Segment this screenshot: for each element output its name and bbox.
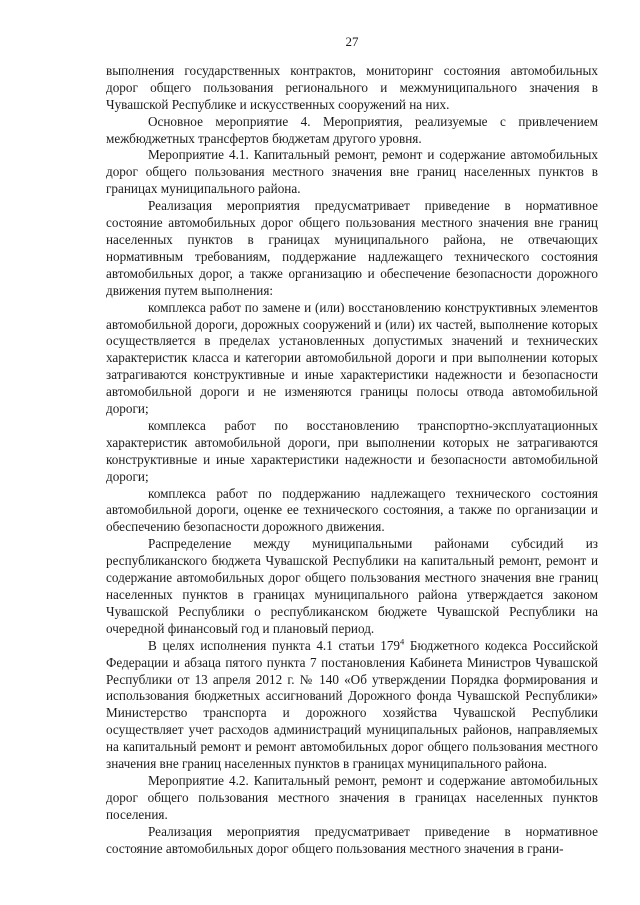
budget-code-text-before: В целях исполнения пункта 4.1 статьи 179 bbox=[148, 637, 401, 653]
paragraph-main-activity-4: Основное мероприятие 4. Мероприятия, реализуемые с привлечением межбюджетных трансфертов бюджетам другого уровня. bbox=[106, 113, 598, 146]
paragraph-contract-monitoring: выполнения государственных контрактов, мониторинг состояния автомобильных дорог общего пользования регионального и межмуниципального значения в Чувашской Республике и искусственных сооружений на них. bbox=[106, 62, 598, 112]
page-number: 27 bbox=[345, 34, 359, 49]
paragraph-works-complex-restoration: комплекса работ по восстановлению транспортно-эксплуатационных характеристик автомобильной дороги, при выполнении которых не затрагиваются конструктивные и иные характеристики надежности и безопасности автомобильной дороги; bbox=[106, 417, 598, 484]
paragraph-implementation-4-1: Реализация мероприятия предусматривает приведение в нормативное состояние автомобильных дорог общего пользования местного значения вне границ населенных пунктов в границах муниципального района, не отвечающих нормативным требованиям, поддержание надлежащего технического состояния автомобильных дорог, а также организацию и обеспечение безопасности дорожного движения путем выполнения: bbox=[106, 198, 598, 298]
paragraph-subsidy-distribution: Распределение между муниципальными районами субсидий из республиканского бюджета Чувашской Республики на капитальный ремонт, ремонт и содержание автомобильных дорог общего пользования местного значения вне границ населенных пунктов в границах муниципального района утверждается законом Чувашской Республики о республиканском бюджете Чувашской Республики на очередной финансовый год и плановый период. bbox=[106, 536, 598, 636]
article-superscript: 4 bbox=[400, 636, 405, 647]
budget-code-text-after: Бюджетного кодекса Российской Федерации и абзаца пятого пункта 7 постановления Кабинета Министров Чувашской Республики от 13 апреля 2012 г. № 140 «Об утверждении Порядка формирования и использования бюджетных ассигнований Дорожного фонда Чувашской Республики» Министерство транспорта и дорожного хозяйства Чувашской Республики осуществляет учет расходов администраций муниципальных районов, направляемых на капитальный ремонт и ремонт автомобильных дорог общего пользования местного значения вне границ населенных пунктов в границах муниципального района. bbox=[106, 637, 599, 772]
paragraph-implementation-4-2: Реализация мероприятия предусматривает приведение в нормативное состояние автомобильных дорог общего пользования местного значения в грани- bbox=[106, 823, 598, 856]
paragraph-activity-4-2: Мероприятие 4.2. Капитальный ремонт, ремонт и содержание автомобильных дорог общего пользования местного значения в границах населенных пунктов поселения. bbox=[106, 772, 598, 822]
paragraph-works-complex-maintenance: комплекса работ по поддержанию надлежащего технического состояния автомобильной дороги, оценке ее технического состояния, а также по организации и обеспечению безопасности дорожного движения. bbox=[106, 485, 598, 535]
paragraph-budget-code-reference bbox=[106, 638, 598, 773]
paragraph-activity-4-1: Мероприятие 4.1. Капитальный ремонт, ремонт и содержание автомобильных дорог общего пользования местного значения вне границ населенных пунктов в границах муниципального района. bbox=[106, 147, 598, 197]
paragraph-works-complex-replacement: комплекса работ по замене и (или) восстановлению конструктивных элементов автомобильной дороги, дорожных сооружений и (или) их частей, выполнение которых осуществляется в пределах установленных допустимых значений и технических характеристик класса и категории автомобильной дороги и при выполнении которых затрагиваются конструктивные и иные характеристики надежности и безопасности автомобильной дороги и не изменяются границы полосы отвода автомобильной дороги; bbox=[106, 299, 598, 417]
document-page bbox=[106, 34, 598, 858]
